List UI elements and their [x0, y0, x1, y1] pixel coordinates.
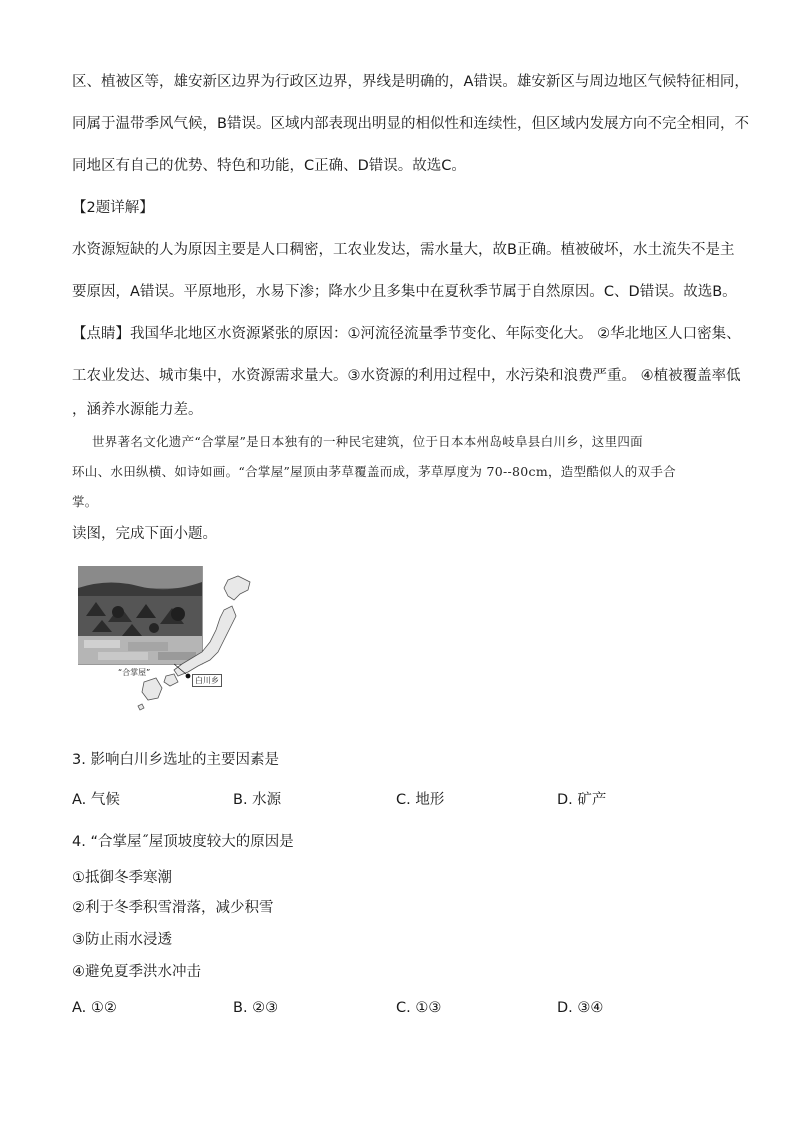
analysis2-line1: 水资源短缺的人为原因主要是人口稠密，工农业发达，需水量大，故B正确。植被破坏，水土流失不是主: [72, 242, 735, 258]
analysis1-line3: 同地区有自己的优势、特色和功能，C正确、D错误。故选C。: [72, 158, 466, 174]
instruction: 读图，完成下面小题。: [72, 526, 217, 542]
q4-stem: 4. “合掌屋˝屋顶坡度较大的原因是: [72, 834, 294, 850]
figure-svg: [78, 566, 268, 716]
analysis1-line2: 同属于温带季风气候，B错误。区域内部表现出明显的相似性和连续性，但区域内发展方向不完全相同，不: [72, 116, 749, 132]
japan-map-figure: [78, 566, 268, 716]
shirakawa-marker: [186, 674, 191, 679]
q2-heading: 【2题详解】: [72, 200, 154, 216]
q3-stem: 3. 影响白川乡选址的主要因素是: [72, 752, 279, 768]
q4-item-1: ①抵御冬季寒潮: [72, 870, 172, 886]
passage-line1: 世界著名文化遗产“合掌屋”是日本独有的一种民宅建筑，位于日本本州岛岐阜县白川乡，这里四面: [92, 434, 643, 449]
village-label: 白川乡: [192, 674, 222, 687]
q4-option-d[interactable]: D. ③④: [557, 1000, 604, 1016]
analysis2-line2: 要原因，A错误。平原地形，水易下渗；降水少且多集中在夏秋季节属于自然原因。C、D错误。故选B。: [72, 284, 737, 300]
analysis1-line1: 区、植被区等，雄安新区边界为行政区边界，界线是明确的，A错误。雄安新区与周边地区气候特征相同，: [72, 74, 749, 90]
q4-option-c[interactable]: C. ①③: [396, 1000, 442, 1016]
q4-option-a[interactable]: A. ①②: [72, 1000, 117, 1016]
tip-line3: ，涵养水源能力差。: [72, 402, 203, 418]
q4-item-2: ②利于冬季积雪滑落，减少积雪: [72, 900, 274, 916]
passage-line3: 掌。: [72, 494, 98, 509]
q3-option-c[interactable]: C. 地形: [396, 792, 445, 808]
tip-line1: 【点睛】我国华北地区水资源紧张的原因：①河流径流量季节变化、年际变化大。 ②华北地区人口密集、: [72, 326, 741, 342]
q4-item-4: ④避免夏季洪水冲击: [72, 964, 201, 980]
q3-option-b[interactable]: B. 水源: [233, 792, 282, 808]
house-label: “合掌屋”: [118, 668, 151, 677]
q3-option-d[interactable]: D. 矿产: [557, 792, 607, 808]
passage-line2: 环山、水田纵横、如诗如画。“合掌屋”屋顶由茅草覆盖而成，茅草厚度为 70--80cm，造型酷似人的双手合: [72, 464, 676, 479]
tip-line2: 工农业发达、城市集中，水资源需求量大。③水资源的利用过程中，水污染和浪费严重。 ④植被覆盖率低: [72, 368, 741, 384]
village-photo: [78, 566, 202, 664]
q4-item-3: ③防止雨水浸透: [72, 932, 172, 948]
q3-option-a[interactable]: A. 气候: [72, 792, 120, 808]
q4-option-b[interactable]: B. ②③: [233, 1000, 279, 1016]
